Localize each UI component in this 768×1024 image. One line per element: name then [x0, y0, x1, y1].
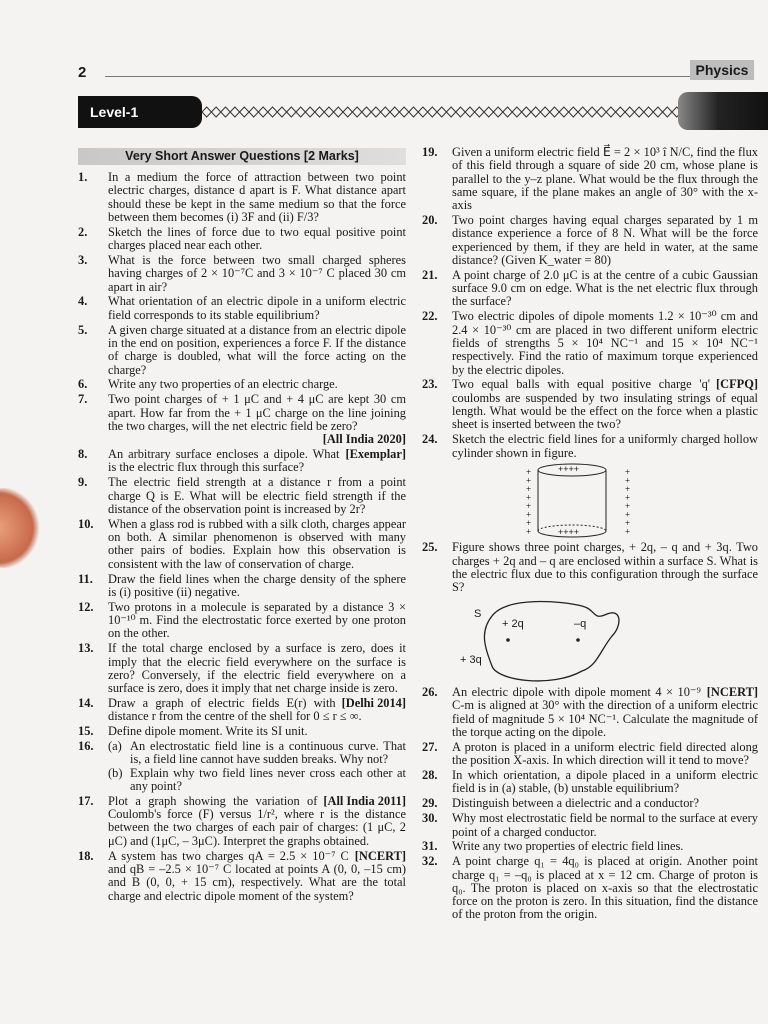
- question-number: 4.: [78, 294, 88, 309]
- question-number: 24.: [422, 432, 438, 447]
- question-number: 31.: [422, 839, 438, 854]
- question-text: Two equal balls with equal positive charge 'q' coulombs are suspended by two insulating strings of equal length. What would be the effect on the force when a plastic sheet is inserted between the two?: [452, 377, 758, 432]
- question-item: [78, 476, 406, 516]
- question-item: [78, 324, 406, 377]
- question-item: [78, 171, 406, 224]
- svg-text:+: +: [526, 492, 532, 503]
- source-tag: [NCERT]: [354, 848, 406, 863]
- question-number: 28.: [422, 768, 438, 783]
- question-number: 12.: [78, 599, 94, 614]
- question-text: Given a uniform electric field E⃗ = 2 × 10³ î N/C, find the flux of this field through a square of side 20 cm, whose plane is parallel to the y–z plane. What would be the flux through the same square, if the plane makes an angle of 30° with the x-axis: [452, 145, 758, 213]
- question-body: [452, 686, 758, 739]
- question-text: A given charge situated at a distance from an electric dipole in the end on position, experiences a force F. If the distance of charge is doubled, what will the force acting on the charge?: [108, 322, 406, 377]
- question-text: Two electric dipoles of dipole moments 1.2 × 10⁻³⁰ cm and 2.4 × 10⁻³⁰ cm are placed in two different uniform electric fields of strengths 5 × 10⁴ NC⁻¹ and 15 × 10⁴ NC⁻¹ respectively. Find the ratio of maximum torque experienced by the electric dipoles.: [452, 309, 758, 377]
- question-body: [452, 855, 758, 921]
- header-rule: [105, 76, 690, 77]
- question-number: 8.: [78, 447, 88, 462]
- source-tag: [All India 2011]: [323, 793, 406, 808]
- svg-text:+: +: [526, 484, 532, 495]
- surface-label-s: S: [474, 608, 482, 621]
- question-item: [422, 541, 758, 594]
- question-subpart: [108, 740, 406, 767]
- question-text: Two point charges having equal charges separated by 1 m distance experience a force of 8 N. What will be the force experienced by them, if they are held in water, at the same distance? (Given K_water = 80): [452, 213, 758, 267]
- question-text: The electric field strength at a distance r from a point charge Q is E. What will be electric field strength if the distance of the observation point is increased by 2r?: [108, 475, 406, 516]
- question-number: 13.: [78, 641, 94, 656]
- question-item: [78, 850, 406, 903]
- question-text: Sketch the lines of force due to two equal positive point charges placed near each other.: [108, 224, 406, 253]
- charge-plus-3q: + 3q: [460, 654, 482, 667]
- question-item: [78, 295, 406, 322]
- question-body: [108, 448, 406, 475]
- cylinder-diagram: [422, 461, 752, 541]
- question-body: [108, 171, 406, 224]
- finger-shadow: [0, 488, 40, 568]
- question-body: [452, 769, 758, 796]
- question-body: [108, 697, 406, 724]
- question-body: [452, 269, 758, 309]
- question-number: 3.: [78, 252, 88, 267]
- question-item: [78, 448, 406, 475]
- subpart-label: (a): [108, 739, 122, 754]
- svg-text:+: +: [526, 526, 532, 537]
- question-number: 23.: [422, 377, 438, 392]
- question-body: [452, 840, 758, 853]
- right-column: [422, 146, 758, 923]
- question-number: 16.: [78, 739, 94, 754]
- question-text: A system has two charges qA = 2.5 × 10⁻⁷ C and qB = –2.5 × 10⁻⁷ C located at points A (0, 0, –15 cm) and B (0, 0, + 15 cm), respectively. What are the total charge and electric dipole moment of the system?: [108, 848, 406, 903]
- subpart-text: Explain why two field lines never cross each other at any point?: [130, 765, 406, 793]
- page-number: 2: [78, 64, 87, 81]
- source-tag: [All India 2020]: [322, 432, 406, 447]
- question-body: [108, 601, 406, 641]
- question-body: [108, 324, 406, 377]
- question-number: 22.: [422, 309, 438, 324]
- question-body: [452, 541, 758, 594]
- question-number: 17.: [78, 793, 94, 808]
- svg-text:+: +: [625, 526, 631, 537]
- cylinder-top-charges: ++++: [558, 464, 580, 475]
- question-item: [78, 518, 406, 571]
- question-item: [422, 146, 758, 212]
- question-number: 10.: [78, 516, 94, 531]
- question-item: [422, 840, 758, 853]
- question-text: Distinguish between a dielectric and a conductor?: [452, 796, 700, 811]
- question-item: [78, 642, 406, 695]
- question-body: [452, 378, 758, 431]
- question-body: [452, 214, 758, 267]
- question-item: [78, 725, 406, 738]
- source-tag: [CFPQ]: [716, 377, 758, 392]
- question-number: 29.: [422, 796, 438, 811]
- question-body: [108, 518, 406, 571]
- question-subpart: [108, 767, 406, 794]
- question-text: Two point charges of + 1 μC and + 4 μC are kept 30 cm apart. How far from the + 1 μC charge on the line joining the two charges, will the net electric field be zero?: [108, 392, 406, 433]
- question-item: [78, 378, 406, 391]
- svg-text:+: +: [625, 475, 631, 486]
- question-body: [108, 725, 406, 738]
- level-banner: Level-1: [78, 96, 202, 128]
- question-text: Figure shows three point charges, + 2q, – q and + 3q. Two charges + 2q and – q are enclosed within a surface S. What is the electric flux due to this configuration through the surface S?: [452, 540, 758, 595]
- question-item: [422, 812, 758, 839]
- question-number: 25.: [422, 540, 438, 555]
- subject-label: Physics: [690, 60, 754, 80]
- question-item: [422, 214, 758, 267]
- question-item: [422, 686, 758, 739]
- question-number: 30.: [422, 811, 438, 826]
- question-number: 19.: [422, 145, 438, 159]
- source-tag: [Exemplar]: [345, 447, 406, 462]
- subpart-label: (b): [108, 765, 123, 780]
- question-text: Plot a graph showing the variation of Coulomb's force (F) versus 1/r², where r is the distance between the two charges of each pair of charges: (1 μC, 2 μC) and (1μC, – 3μC). Interpret the graphs obtained.: [108, 793, 406, 848]
- left-column: [78, 148, 406, 904]
- question-body: [108, 226, 406, 253]
- question-number: 1.: [78, 170, 88, 184]
- svg-text:+: +: [625, 484, 631, 495]
- question-item: [422, 769, 758, 796]
- question-text: Draw a graph of electric fields E(r) with distance r from the centre of the shell for 0 ≤ r ≤ ∞.: [108, 696, 362, 724]
- cylinder-bottom-charges: ++++: [558, 527, 580, 538]
- question-item: [78, 254, 406, 294]
- question-text: Two protons in a molecule is separated by a distance 3 × 10⁻¹⁰ m. Find the electrostatic force exerted by one proton on the other.: [108, 599, 406, 641]
- source-tag: [NCERT]: [706, 685, 758, 700]
- question-body: [452, 146, 758, 212]
- question-body: [452, 812, 758, 839]
- question-number: 11.: [78, 571, 93, 586]
- question-number: 21.: [422, 267, 438, 282]
- svg-text:+: +: [526, 501, 532, 512]
- question-number: 2.: [78, 224, 88, 239]
- question-body: [108, 295, 406, 322]
- question-body: [108, 254, 406, 294]
- question-number: 20.: [422, 213, 438, 228]
- surface-diagram: [422, 596, 752, 686]
- question-item: [78, 697, 406, 724]
- question-body: [452, 433, 758, 460]
- question-body: [108, 573, 406, 600]
- question-item: [422, 797, 758, 810]
- question-item: [78, 393, 406, 446]
- question-body: [108, 378, 406, 391]
- question-body: [108, 795, 406, 848]
- svg-text:+: +: [625, 467, 631, 478]
- question-text: Why most electrostatic field be normal to the surface at every point of a charged conductor.: [452, 811, 758, 839]
- question-item: [78, 226, 406, 253]
- question-number: 27.: [422, 739, 438, 754]
- question-text: If the total charge enclosed by a surface is zero, does it imply that the elecric field everywhere on the surface is zero? Conversely, if the electric field everywhere on a surface is zero, does it imply that net charge inside is zero.: [108, 641, 406, 696]
- question-text: Sketch the electric field lines for a uniformly charged hollow cylinder shown in figure.: [452, 432, 758, 460]
- figure-charged-cylinder: [422, 461, 758, 541]
- subpart-text: An electrostatic field line is a continuous curve. That is, a field line cannot have sudden breaks. Why not?: [130, 739, 406, 767]
- question-text: A point charge q₁ = 4q₀ is placed at origin. Another point charge q₁ = –q₀ is placed at x = 12 cm. Charge of proton is q₀. The proton is placed on x-axis so that the electrostatic force on the proton is zero. In this situation, find the distance of the proton from the origin.: [452, 854, 758, 922]
- question-item: [422, 855, 758, 921]
- question-text: What orientation of an electric dipole in a uniform electric field corresponds to its stable equilibrium?: [108, 294, 406, 322]
- question-number: 5.: [78, 322, 88, 337]
- question-number: 15.: [78, 724, 94, 739]
- question-number: 7.: [78, 392, 88, 407]
- question-text: Define dipole moment. Write its SI unit.: [108, 724, 308, 739]
- question-text: What is the force between two small charged spheres having charges of 2 × 10⁻⁷C and 3 × 10⁻⁷ C placed 30 cm apart in air?: [108, 252, 406, 294]
- svg-text:+: +: [526, 509, 532, 520]
- question-item: [422, 310, 758, 376]
- question-text: In a medium the force of attraction between two point electric charges, distance d apart is F. What distance apart should these be kept in the same medium so that the force between them becomes (i) 3F and (ii) F/3?: [108, 170, 406, 224]
- question-number: 32.: [422, 854, 438, 869]
- question-item: [422, 269, 758, 309]
- question-item: [78, 573, 406, 600]
- question-body: [452, 741, 758, 768]
- question-text: In which orientation, a dipole placed in a uniform electric field is in (a) stable, (b) unstable equilibrium?: [452, 768, 758, 796]
- question-body: [108, 740, 406, 793]
- question-item: [422, 741, 758, 768]
- question-number: 9.: [78, 475, 88, 490]
- question-text: Write any two properties of an electric charge.: [108, 377, 338, 392]
- question-text: An electric dipole with dipole moment 4 × 10⁻⁹ C-m is aligned at 30° with the direction of a uniform electric field of magnitude 5 × 10⁴ NC⁻¹. Calculate the magnitude of the torque acting on the dipole.: [452, 685, 758, 740]
- section-title: Very Short Answer Questions [2 Marks]: [78, 148, 406, 165]
- question-body: [108, 476, 406, 516]
- question-text: When a glass rod is rubbed with a silk cloth, charges appear on both. A similar phenomenon is observed with many other pairs of bodies. Explain how this observation is consistent with the law of conservation of charge.: [108, 516, 406, 571]
- question-number: 26.: [422, 685, 438, 700]
- question-text: A proton is placed in a uniform electric field directed along the position X-axis. In which direction will it tend to move?: [452, 739, 758, 768]
- question-number: 14.: [78, 696, 94, 710]
- question-list-left: [78, 171, 406, 903]
- banner-endcap: [678, 92, 768, 130]
- question-body: [108, 850, 406, 903]
- question-list-right: [422, 146, 758, 922]
- question-item: [78, 740, 406, 793]
- question-body: [108, 642, 406, 695]
- figure-gaussian-surface: [422, 596, 758, 686]
- question-item: [78, 795, 406, 848]
- question-text: A point charge of 2.0 μC is at the centre of a cubic Gaussian surface 9.0 cm on edge. What is the net electric flux through the surface?: [452, 267, 758, 309]
- question-item: [422, 378, 758, 431]
- svg-text:+: +: [625, 501, 631, 512]
- question-body: [452, 310, 758, 376]
- svg-text:+: +: [625, 518, 631, 529]
- question-number: 6.: [78, 377, 88, 392]
- question-text: Draw the field lines when the charge density of the sphere is (i) positive (ii) negative.: [108, 571, 406, 599]
- question-body: [108, 393, 406, 446]
- svg-text:+: +: [526, 467, 532, 478]
- charge-plus-2q: + 2q: [502, 618, 524, 631]
- question-text: An arbitrary surface encloses a dipole. What is the electric flux through this surface?: [108, 447, 340, 475]
- charge-minus-q: –q: [574, 618, 587, 631]
- question-item: [422, 433, 758, 460]
- svg-text:+: +: [625, 492, 631, 503]
- source-tag: [Delhi 2014]: [341, 696, 406, 710]
- svg-text:+: +: [625, 509, 631, 520]
- question-body: [452, 797, 758, 810]
- question-number: 18.: [78, 848, 94, 863]
- decorative-chain: [202, 105, 680, 119]
- svg-text:+: +: [526, 518, 532, 529]
- question-text: Write any two properties of electric field lines.: [452, 839, 684, 854]
- svg-text:+: +: [526, 475, 532, 486]
- question-item: [78, 601, 406, 641]
